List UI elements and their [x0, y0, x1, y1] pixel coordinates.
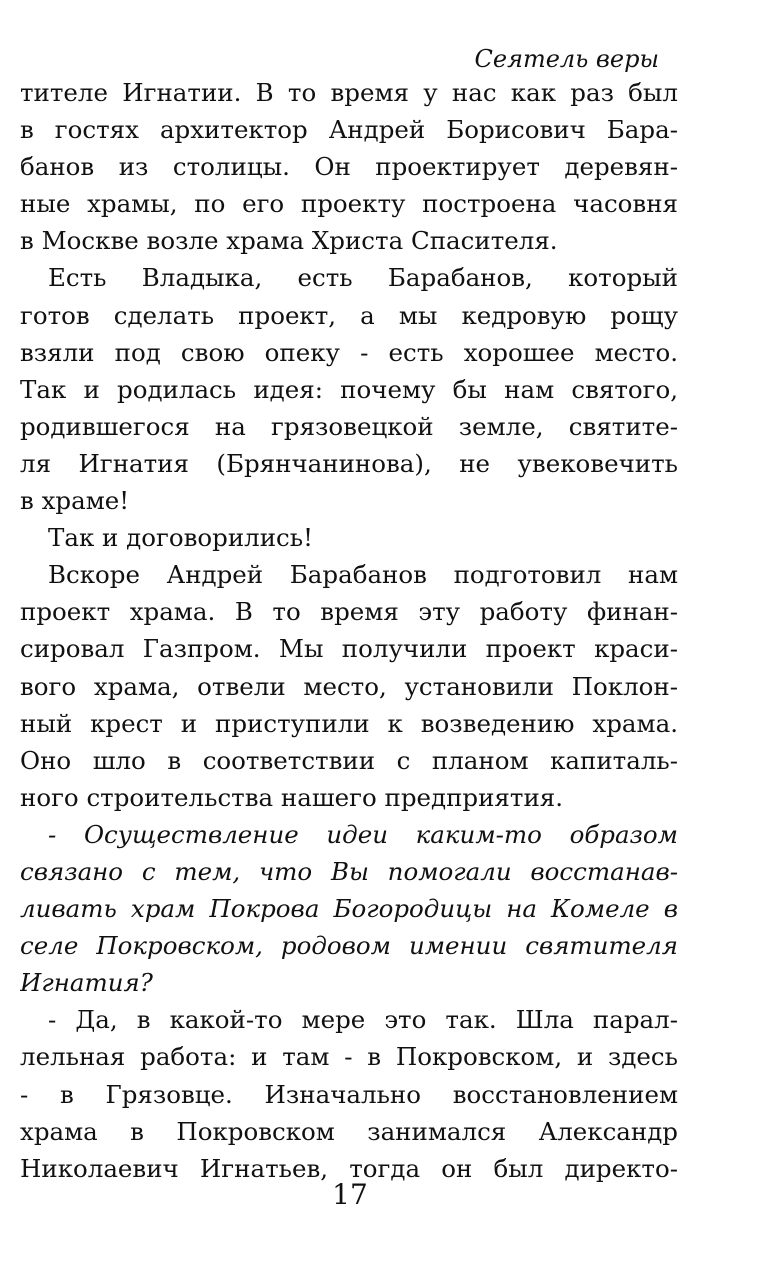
text-line: ля Игнатия (Брянчанинова), не увековечить [20, 448, 678, 478]
question-line: селе Покровском, родовом имении святителя [20, 931, 678, 961]
text-line: храма в Покровском занимался Александр [20, 1116, 678, 1146]
text-line: Так и родилась идея: почему бы нам святого, [20, 374, 678, 404]
text-line: в Москве возле храма Христа Спасителя. [20, 226, 558, 256]
text-line: Николаевич Игнатьев, тогда он был директо- [20, 1153, 678, 1183]
text-line: ный крест и приступили к возведению храма. [20, 708, 678, 738]
text-line: родившегося на грязовецкой земле, святите- [20, 411, 678, 441]
text-line: вого храма, отвели место, установили Поклон- [20, 671, 678, 701]
text-line: ного строительства нашего предприятия. [20, 782, 564, 812]
question-line: Игнатия? [20, 968, 153, 998]
text-line: в гостях архитектор Андрей Борисович Бара- [20, 115, 678, 145]
text-line: Так и договорились! [48, 523, 313, 553]
text-line: ные храмы, по его проекту построена часовня [20, 189, 678, 219]
question-line: - Осуществление идеи каким-то образом [48, 819, 678, 849]
text-line: лельная работа: и там - в Покровском, и здесь [20, 1042, 678, 1072]
text-line: проект храма. В то время эту работу финан- [20, 597, 678, 627]
text-line: Оно шло в соответствии с планом капиталь- [20, 745, 678, 775]
text-line: Вскоре Андрей Барабанов подготовил нам [48, 560, 678, 590]
text-line: Есть Владыка, есть Барабанов, который [48, 263, 678, 293]
text-line: тителе Игнатии. В то время у нас как раз был [20, 78, 678, 107]
text-line: готов сделать проект, а мы кедровую рощу [20, 300, 678, 330]
text-line: банов из столицы. Он проектирует деревян- [20, 152, 678, 182]
page-number: 17 [332, 1178, 368, 1211]
text-line: - Да, в какой-то мере это так. Шла парал- [48, 1005, 678, 1035]
text-line: сировал Газпром. Мы получили проект краси- [20, 634, 678, 664]
running-header: Сеятель веры [474, 45, 659, 73]
text-line: - в Грязовце. Изначально восстановлением [20, 1079, 678, 1109]
text-line: взяли под свою опеку - есть хорошее место. [20, 337, 678, 367]
text-line: в храме! [20, 486, 130, 516]
question-line: связано с тем, что Вы помогали восстанав- [20, 856, 678, 886]
body-text [20, 74, 678, 1187]
question-line: ливать храм Покрова Богородицы на Комеле в [20, 894, 678, 924]
